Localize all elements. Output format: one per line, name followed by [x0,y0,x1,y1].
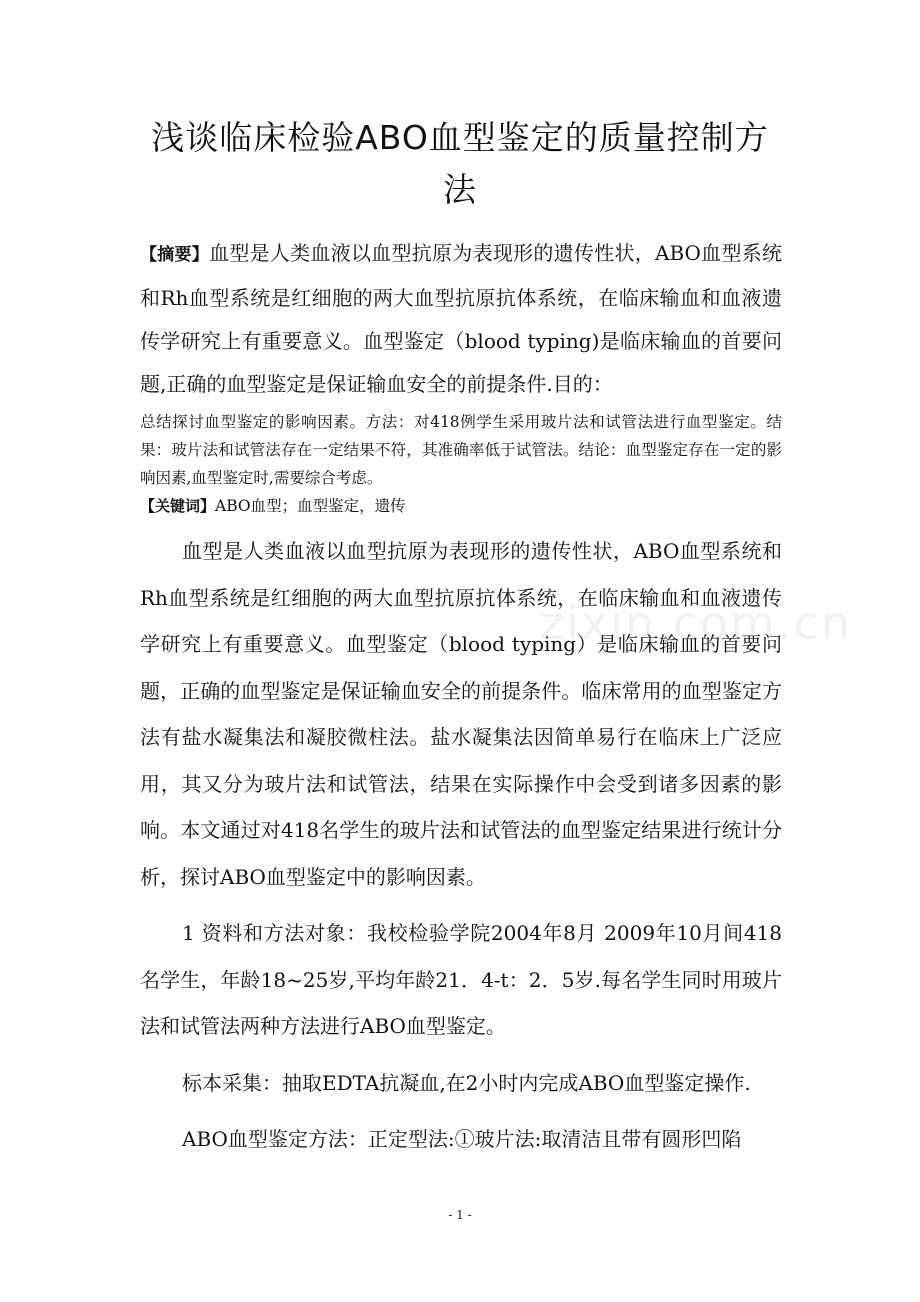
paragraph-intro: 血型是人类血液以血型抗原为表现形的遗传性状，ABO血型系统和Rh血型系统是红细胞的两大血型抗原抗体系统，在临床输血和血液遗传学研究上有重要意义。血型鉴定（blood typing）是临床输血的首要问题，正确的血型鉴定是保证输血安全的前提条件。临床常用的血型鉴定方法有盐水凝集法和凝胶微柱法。盐水凝集法因简单易行在临床上广泛应用，其又分为玻片法和试管法，结果在实际操作中会受到诸多因素的影响。本文通过对418名学生的玻片法和试管法的血型鉴定结果进行统计分析，探讨ABO血型鉴定中的影响因素。 [140,539,782,889]
paragraph-sampling: 标本采集：抽取EDTA抗凝血,在2小时内完成ABO血型鉴定操作. [182,1070,751,1095]
abstract-summary: 总结探讨血型鉴定的影响因素。方法：对418例学生采用玻片法和试管法进行血型鉴定。结果：玻片法和试管法存在一定结果不符，其准确率低于试管法。结论：血型鉴定存在一定的影响因素,血型鉴定时,需要综合考虑。 [140,413,782,487]
keywords-text: ABO血型；血型鉴定，遗传 [215,497,406,515]
document-title: 浅谈临床检验ABO血型鉴定的质量控制方法 [151,118,769,209]
keywords-label: 【关键词】 [140,497,216,515]
abstract-paragraph [140,232,782,406]
watermark: zixin.com.cn [540,596,853,650]
abstract-text: 血型是人类血液以血型抗原为表现形的遗传性状，ABO血型系统和Rh血型系统是红细胞的两大血型抗原抗体系统，在临床输血和血液遗传学研究上有重要意义。血型鉴定（blood typing)是临床输血的首要问题,正确的血型鉴定是保证输血安全的前提条件.目的： [140,241,782,396]
page-number: - 1 - [448,1208,472,1222]
document-body [140,232,782,1163]
keywords-line [140,492,782,520]
abstract-label: 【摘要】 [140,245,210,265]
paragraph-abo-method: ABO血型鉴定方法：正定型法:①玻片法:取清洁且带有圆形凹陷 [182,1127,742,1151]
paragraph-methods: 1 资料和方法对象：我校检验学院2004年8月 2009年10月间418名学生，年龄18~25岁,平均年龄21．4-t：2．5岁.每名学生同时用玻片法和试管法两种方法进行ABO血型鉴定。 [140,921,782,1038]
